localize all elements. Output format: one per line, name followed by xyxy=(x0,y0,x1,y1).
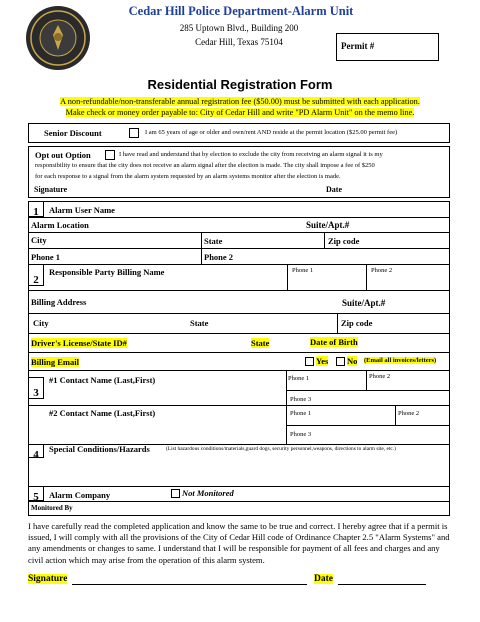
alarm-company-label[interactable]: Alarm Company xyxy=(49,490,111,500)
fee-notice-line-1: A non-refundable/non-transferable annual registration fee ($50.00) must be submitted with each application. xyxy=(60,97,420,106)
not-monitored-label: Not Monitored xyxy=(182,488,234,498)
suite-label-1[interactable]: Suite/Apt.# xyxy=(306,220,350,230)
contact-2-phone-3[interactable]: Phone 3 xyxy=(290,431,312,438)
footer-date-line[interactable] xyxy=(338,584,426,585)
contact-1-phone-1[interactable]: Phone 1 xyxy=(288,375,310,382)
permit-label: Permit # xyxy=(341,41,375,51)
address-line-2: Cedar Hill, Texas 75104 xyxy=(195,37,283,47)
agreement-text: I have carefully read the completed application and know the same to be true and correct. I hereby agree that if a permit is issued, I will comply with all the provisions of the City of Cedar Hill code of Ordinance Chapter 2.5 "Alarm Systems" and any amendments or changes to same. I understand that I will be responsible for payment of all fees and charges and any civil action which may arise from the operation of this alarm system. xyxy=(28,521,450,565)
billing-suite-label[interactable]: Suite/Apt.# xyxy=(342,298,386,308)
footer-signature-line[interactable] xyxy=(72,584,307,585)
section-3-number: 3 xyxy=(28,377,44,399)
billing-name-label[interactable]: Responsible Party Billing Name xyxy=(49,267,165,277)
senior-discount-checkbox[interactable] xyxy=(129,128,139,138)
billing-phone-1-label[interactable]: Phone 1 xyxy=(292,267,314,274)
phone-2-label[interactable]: Phone 2 xyxy=(204,252,234,262)
phone-1-label[interactable]: Phone 1 xyxy=(31,252,61,262)
contact-1-phone-3[interactable]: Phone 3 xyxy=(290,396,312,403)
contact-2-phone-2[interactable]: Phone 2 xyxy=(398,410,420,417)
section-5-number: 5 xyxy=(28,486,44,501)
opt-out-label: Opt out Option xyxy=(35,150,91,160)
fee-notice-line-2: Make check or money order payable to: City of Cedar Hill and write "PD Alarm Unit" on the memo line. xyxy=(65,108,415,117)
opt-out-signature-label: Signature xyxy=(34,185,68,194)
email-note: (Email all invoices/letters) xyxy=(364,357,437,364)
police-seal xyxy=(25,5,91,71)
footer-date-label: Date xyxy=(314,574,333,584)
dl-state-label[interactable]: State xyxy=(251,338,270,348)
date-of-birth-label[interactable]: Date of Birth xyxy=(310,337,358,347)
section-1-number: 1 xyxy=(28,201,44,217)
address-line-1: 285 Uptown Blvd., Building 200 xyxy=(179,23,299,33)
email-no-checkbox[interactable] xyxy=(336,357,345,366)
email-yes-label: Yes xyxy=(316,356,329,366)
permit-box[interactable] xyxy=(336,33,439,61)
special-conditions-note: (List hazardous conditions/materials,guard dogs, security personnel,weapons, directions to alarm site, etc.) xyxy=(166,446,396,452)
billing-email-label[interactable]: Billing Email xyxy=(31,357,79,367)
email-yes-checkbox[interactable] xyxy=(305,357,314,366)
contact-2-phone-1[interactable]: Phone 1 xyxy=(290,410,312,417)
billing-zip-label[interactable]: Zip code xyxy=(341,318,373,328)
alarm-user-name-label[interactable]: Alarm User Name xyxy=(49,205,115,215)
fee-notice xyxy=(30,96,450,118)
opt-out-line-3: for each response to a signal from the alarm system requested by an alarm systems monitor after the election is made. xyxy=(35,173,341,180)
monitored-by-label[interactable]: Monitored By xyxy=(31,504,73,512)
city-label-1[interactable]: City xyxy=(31,235,47,245)
special-conditions-label[interactable]: Special Conditions/Hazards xyxy=(49,444,150,454)
billing-state-label[interactable]: State xyxy=(190,318,209,328)
drivers-license-label[interactable]: Driver's License/State ID# xyxy=(31,338,127,348)
opt-out-line-2: responsibility to ensure that the city does not receive an alarm signal after the election is made. The city shall impose a fee of $250 xyxy=(35,162,375,169)
senior-discount-label: Senior Discount xyxy=(44,128,102,138)
org-title: Cedar Hill Police Department-Alarm Unit xyxy=(128,4,354,18)
not-monitored-checkbox[interactable] xyxy=(171,489,180,498)
billing-phone-2-label[interactable]: Phone 2 xyxy=(371,267,393,274)
email-no-label: No xyxy=(347,356,358,366)
section-2-number: 2 xyxy=(28,264,44,286)
opt-out-checkbox[interactable] xyxy=(105,150,115,160)
senior-discount-box xyxy=(28,123,450,143)
billing-city-label[interactable]: City xyxy=(33,318,49,328)
opt-out-line-1: I have read and understand that by election to exclude the city from receiving an alarm signal it is my xyxy=(119,151,383,158)
contact-1-name-label[interactable]: #1 Contact Name (Last,First) xyxy=(49,375,156,385)
contact-1-phone-2[interactable]: Phone 2 xyxy=(369,373,391,380)
billing-address-label[interactable]: Billing Address xyxy=(31,297,87,307)
state-label-1[interactable]: State xyxy=(204,236,223,246)
opt-out-box xyxy=(28,146,450,198)
senior-discount-text: I am 65 years of age or older and own/rent AND reside at the permit location ($25.00 permit fee) xyxy=(145,129,398,136)
form-title: Residential Registration Form xyxy=(147,77,333,92)
contact-2-name-label[interactable]: #2 Contact Name (Last,First) xyxy=(49,408,156,418)
zip-label-1[interactable]: Zip code xyxy=(328,236,360,246)
footer-signature-label: Signature xyxy=(28,574,68,584)
section-4-number: 4 xyxy=(28,444,44,458)
opt-out-date-label: Date xyxy=(326,185,342,194)
alarm-location-label[interactable]: Alarm Location xyxy=(31,220,89,230)
